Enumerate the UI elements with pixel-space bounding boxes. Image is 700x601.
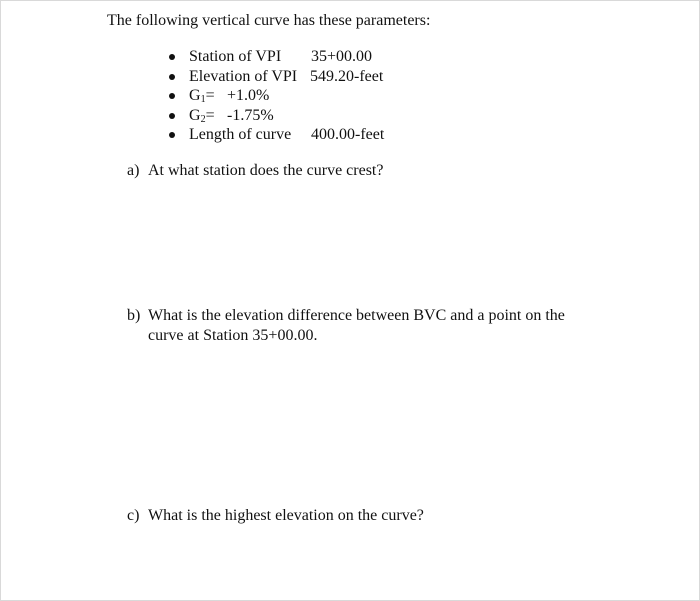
question-text: What is the highest elevation on the curve? [148,507,424,524]
parameter-value: 549.20-feet [310,67,384,85]
parameter-value: 400.00-feet [311,126,385,143]
bullet-icon [169,113,175,119]
intro-text: The following vertical curve has these parameters: [107,12,431,29]
parameter-value: +1.0% [227,87,270,104]
parameter-label: $G_1=$ [189,87,215,105]
bullet-icon [169,54,175,60]
parameter-label: $G_2=$ [189,106,215,125]
parameter-value: -1.75% [227,106,274,124]
parameter-label: Station of VPI [189,48,282,65]
bullet-icon [169,93,175,99]
question-text: At what station does the curve crest? [148,162,384,179]
question-text-line-2: curve at Station 35+00.00. [148,327,318,344]
question-letter: c) [127,507,140,524]
question-letter: a) [127,162,140,179]
question-text-line-1: What is the elevation difference between BVC and a point on the [148,307,565,324]
parameter-label: Elevation of VPI [189,67,298,85]
parameter-value: 35+00.00 [311,48,373,65]
bullet-icon [169,132,175,138]
parameter-label: Length of curve [189,126,292,143]
question-letter: b) [127,307,141,324]
bullet-icon [169,74,175,80]
